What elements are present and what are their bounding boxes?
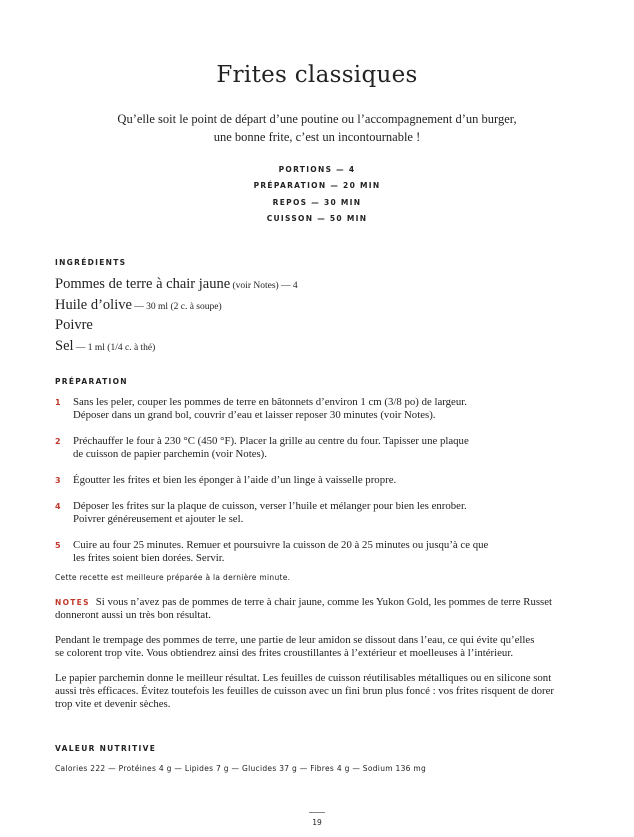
step-text: les frites soient bien dorées. Servir. — [73, 552, 225, 564]
step-number: 3 — [55, 476, 61, 485]
ingredient-quantity: — 1 ml (1/4 c. à thé) — [73, 342, 156, 353]
ingredients-heading: INGRÉDIENTS — [55, 258, 127, 267]
step-item — [55, 539, 525, 565]
step-item — [55, 435, 525, 461]
step-text: de cuisson de papier parchemin (voir Notes). — [73, 448, 267, 460]
meta-preparation: PRÉPARATION — 20 MIN — [253, 181, 381, 191]
step-item — [55, 396, 525, 422]
note-text: trop vite et devenir sèches. — [55, 698, 171, 710]
note-text: Si vous n’avez pas de pommes de terre à chair jaune, comme les Yukon Gold, les pommes de terre Russet — [95, 596, 553, 608]
note-text: Pendant le trempage des pommes de terre, une partie de leur amidon se dissout dans l’eau, ce qui évite qu’elles — [55, 634, 535, 646]
recipe-intro — [60, 110, 574, 146]
step-number: 4 — [55, 502, 61, 511]
preparation-steps — [55, 396, 525, 578]
ingredient-quantity: (voir Notes) — 4 — [230, 281, 298, 291]
step-number: 2 — [55, 437, 61, 446]
notes-heading: NOTES — [55, 598, 90, 607]
page-number: 19 — [312, 818, 322, 827]
step-item — [55, 474, 525, 487]
note-paragraph — [55, 596, 585, 622]
step-text: Déposer dans un grand bol, couvrir d’eau et laisser reposer 30 minutes (voir Notes). — [73, 409, 436, 421]
preparation-heading: PRÉPARATION — [55, 377, 128, 386]
ingredient-item — [55, 337, 298, 358]
meta-cuisson: CUISSON — 50 MIN — [266, 213, 368, 223]
page-number-rule — [309, 812, 325, 813]
step-text: Préchauffer le four à 230 °C (450 °F). Placer la grille au centre du four. Tapisser une plaque — [73, 435, 469, 447]
note-text: Le papier parchemin donne le meilleur résultat. Les feuilles de cuisson réutilisables métalliques ou en silicone sont — [55, 672, 552, 684]
ingredient-name: Poivre — [55, 317, 93, 333]
step-text: Déposer les frites sur la plaque de cuisson, verser l’huile et mélanger pour bien les enrober. — [73, 500, 467, 512]
note-text: se colorent trop vite. Vous obtiendrez ainsi des frites croustillantes à l’extérieur et moelleuses à l’intérieur. — [55, 647, 514, 659]
best-fresh-note: Cette recette est meilleure préparée à la dernière minute. — [55, 573, 291, 582]
notes-section — [55, 596, 585, 723]
step-text: Cuire au four 25 minutes. Remuer et poursuivre la cuisson de 20 à 25 minutes ou jusqu’à ce que — [73, 539, 489, 551]
meta-repos: REPOS — 30 MIN — [272, 197, 362, 207]
note-text: aussi très efficaces. Évitez toutefois les feuilles de cuisson avec un fini brun plus foncé : vos frites risquent de dorer — [55, 685, 555, 697]
ingredients-list — [55, 275, 298, 357]
nutrition-heading: VALEUR NUTRITIVE — [55, 744, 157, 753]
ingredient-name: Pommes de terre à chair jaune — [55, 276, 231, 292]
ingredient-name: Sel — [55, 337, 74, 354]
ingredient-item — [55, 275, 298, 296]
note-paragraph — [55, 634, 585, 660]
step-text: Sans les peler, couper les pommes de terre en bâtonnets d’environ 1 cm (3/8 po) de largeur. — [73, 396, 467, 408]
note-paragraph — [55, 672, 585, 711]
nutrition-values: Calories 222 — Protéines 4 g — Lipides 7 g — Glucides 37 g — Fibres 4 g — Sodium 136 mg — [55, 764, 427, 773]
ingredient-item — [55, 296, 298, 317]
meta-portions: PORTIONS — 4 — [278, 165, 356, 174]
step-text: Poivrer généreusement et ajouter le sel. — [73, 513, 244, 525]
step-text: Égoutter les frites et bien les éponger à l’aide d’un linge à vaisselle propre. — [73, 474, 397, 486]
intro-line: Qu’elle soit le point de départ d’une poutine ou l’accompagnement d’un burger, — [117, 112, 517, 126]
ingredient-quantity: — 30 ml (2 c. à soupe) — [131, 301, 222, 312]
ingredient-name: Huile d’olive — [55, 296, 132, 313]
recipe-title: Frites classiques — [216, 62, 418, 88]
step-item — [55, 500, 525, 526]
ingredient-item — [55, 316, 298, 337]
intro-line: une bonne frite, c’est un incontournable ! — [213, 130, 421, 144]
note-text: donneront aussi un très bon résultat. — [55, 609, 211, 621]
recipe-meta — [0, 162, 634, 227]
step-number: 1 — [55, 398, 61, 407]
step-number: 5 — [55, 541, 61, 550]
